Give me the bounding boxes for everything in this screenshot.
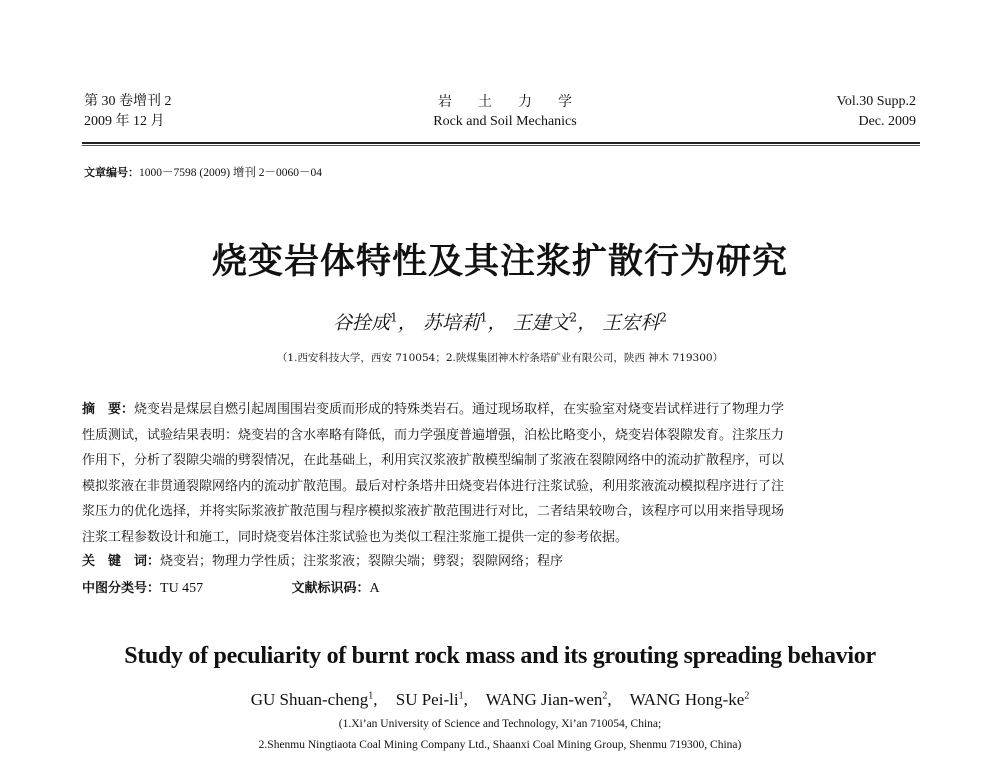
- author-affil-mark: 2: [659, 310, 667, 325]
- author-en: GU Shuan-cheng: [250, 690, 369, 709]
- affiliation-en-1: (1.Xi’an University of Science and Technology, Xi’an 710054, China;: [338, 718, 662, 730]
- author-affil-mark: 2: [744, 690, 750, 702]
- paper-title-en: Study of peculiarity of burnt rock mass and its grouting spreading behavior: [124, 643, 876, 669]
- abstract-line: 性质测试，试验结果表明：烧变岩的含水率略有降低，而力学强度普遍增强，泊松比略变小，烧变岩体裂隙发育。注浆压力: [82, 427, 785, 443]
- abstract-line: [82, 397, 922, 423]
- author-separator: ,: [463, 690, 468, 709]
- affiliations-cn: （1.西安科技大学，西安 710054；2.陕煤集团神木柠条塔矿业有限公司，陕西 神木 719300）: [276, 352, 724, 364]
- keywords-value: 烧变岩；物理力学性质；注浆浆液；裂隙尖端；劈裂；裂隙网络；程序: [160, 554, 564, 569]
- abstract-text: 烧变岩是煤层自燃引起周围围岩变质而形成的特殊类岩石。通过现场取样，在实验室对烧变岩试样进行了物理力学: [134, 402, 785, 417]
- author-affil-mark: 1: [390, 310, 398, 325]
- doc-code-value: A: [369, 581, 380, 596]
- author-affil-mark: 2: [569, 310, 578, 325]
- author-en: WANG Hong-ke: [629, 690, 745, 709]
- abstract-line: 模拟浆液在非贯通裂隙网络内的流动扩散范围。最后对柠条塔井田烧变岩体进行注浆试验，利用浆液流动模拟程序进行了注: [82, 478, 785, 494]
- classification-info: [82, 577, 380, 597]
- author-cn: 王建文: [512, 312, 570, 334]
- header-date-en: Dec. 2009: [858, 114, 916, 129]
- affiliation-en-2: 2.Shenmu Ningtiaota Coal Mining Company Ltd., Shaanxi Coal Mining Group, Shenmu 719300, China): [258, 739, 742, 751]
- author-separator: ，: [577, 312, 597, 334]
- header-volume: 第 30 卷增刊 2: [84, 94, 172, 109]
- article-number-label: 文章编号：: [84, 166, 139, 179]
- author-en: WANG Jian-wen: [485, 690, 603, 709]
- abstract-line: 作用下，分析了裂隙尖端的劈裂情况，在此基础上，利用宾汉浆液扩散模型编制了浆液在裂隙网络中的流动扩散程序，可以: [82, 453, 785, 468]
- author-separator: ,: [373, 690, 378, 709]
- journal-name-en: Rock and Soil Mechanics: [433, 114, 577, 129]
- authors-en: [0, 690, 1000, 710]
- header-volume-info: [84, 92, 172, 132]
- keywords-cn: [82, 550, 563, 569]
- author-affil-mark: 1: [479, 310, 488, 325]
- doc-code-label: 文献标识码：: [291, 581, 370, 596]
- header-journal-name: [380, 92, 630, 132]
- clc-label: 中图分类号：: [82, 581, 161, 596]
- author-affil-mark: 1: [368, 690, 374, 702]
- author-separator: ,: [607, 690, 612, 709]
- article-number-value: 1000－7598 (2009) 增刊 2－0060－04: [139, 167, 323, 179]
- author-affil-mark: 2: [602, 690, 608, 702]
- affiliations-en: [0, 714, 1000, 756]
- keywords-label: 关 键 词：: [82, 554, 161, 569]
- author-affil-mark: 1: [458, 690, 464, 702]
- author-cn: 苏培莉: [422, 312, 480, 334]
- author-cn: 谷拴成: [333, 312, 391, 334]
- paper-title-cn: 烧变岩体特性及其注浆扩散行为研究: [211, 242, 788, 282]
- author-separator: ，: [487, 312, 507, 334]
- authors-cn: [0, 308, 1000, 335]
- header-volume-info-en: [837, 92, 916, 132]
- abstract-cn: [82, 397, 922, 550]
- header-date-cn: 2009 年 12 月: [84, 114, 165, 129]
- journal-name-cn: 岩土力学: [438, 94, 598, 110]
- article-number: [84, 164, 322, 180]
- author-en: SU Pei-li: [395, 690, 459, 709]
- abstract-line: 浆压力的优化选择，并将实际浆液扩散范围与程序模拟浆液扩散范围进行对比，二者结果较吻合，该程序可以用来指导现场: [82, 504, 785, 519]
- author-separator: ，: [397, 312, 417, 334]
- header-volume-en: Vol.30 Supp.2: [836, 94, 916, 109]
- clc-value: TU 457: [160, 581, 204, 596]
- author-cn: 王宏科: [602, 312, 660, 334]
- header-divider: [82, 142, 920, 146]
- abstract-line: 注浆工程参数设计和施工，同时烧变岩体注浆试验也为类似工程注浆施工提供一定的参考依据。: [82, 529, 629, 545]
- abstract-label: 摘 要：: [82, 402, 135, 417]
